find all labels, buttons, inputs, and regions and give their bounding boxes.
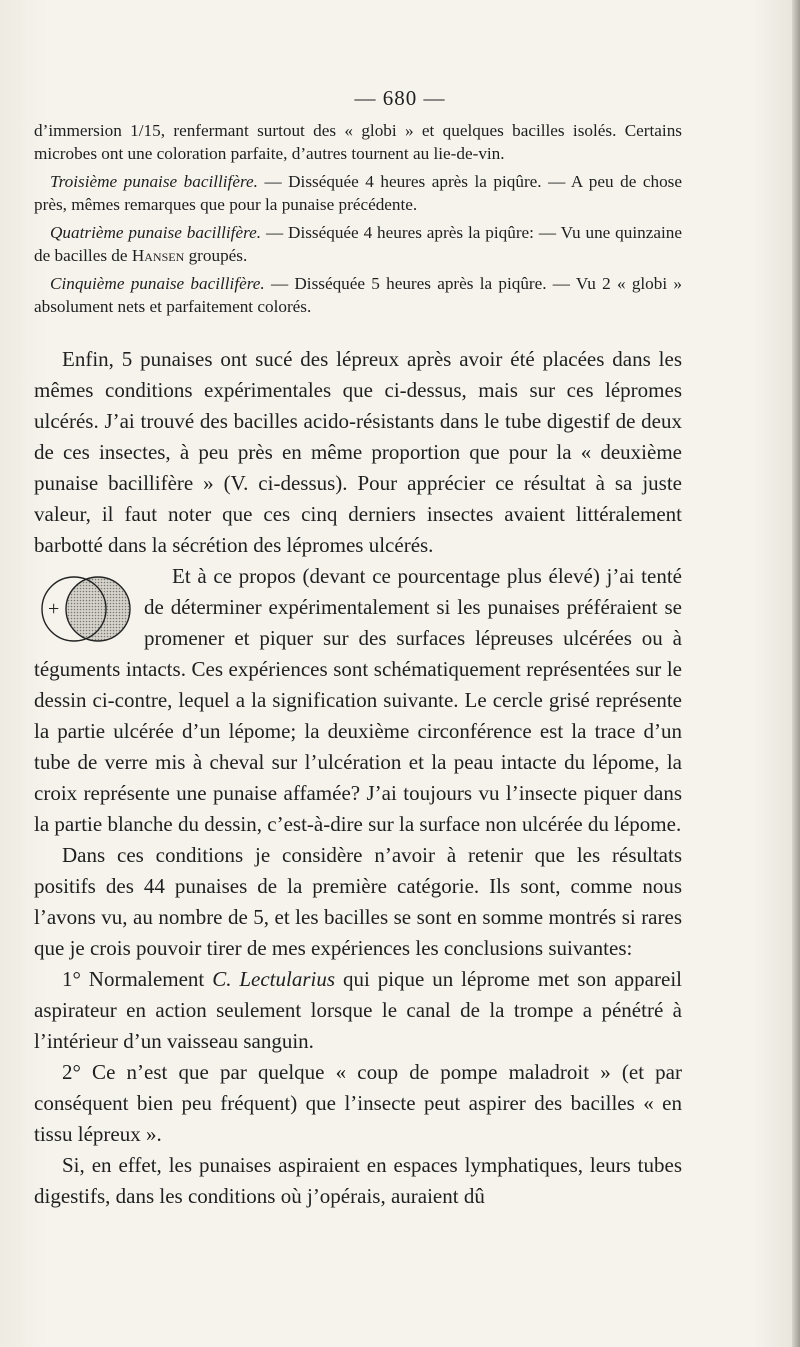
paragraph: 1° Normalement C. Lectularius qui pique un léprome met son appareil aspirateur en action seulement lorsque le canal de la trompe a pénétré à l’intérieur d’un vaisseau sanguin. [34,967,682,1053]
circle-diagram-figure [34,569,134,651]
ulcer-circle [66,577,130,641]
notes-block [34,120,682,324]
note-paragraph: Quatrième punaise bacillifère. — Disséquée 4 heures après la piqûre: — Vu une quinzaine de bacilles de Hansen groupés. [34,223,682,265]
paragraph: + Et à ce propos (devant ce pourcentage plus élevé) j’ai tenté de déterminer expérimentalement si les punaises préféraient se promener et piquer sur des surfaces lépreuses ulcérées ou à téguments intacts. Ces expériences sont schématiquement représentées sur le dessin ci-contre, lequel a la signification suivante. Le cercle grisé représente la partie ulcérée d’un lépome; la deuxième circonférence est la trace d’un tube de verre mis à cheval sur l’ulcération et la peau intacte du lépome, la croix représente une punaise affamée? J’ai toujours vu l’insecte piquer dans la partie blanche du dessin, c’est-à-dire sur la surface non ulcérée du lépome. [34,564,682,836]
note-title: Cinquième punaise bacillifère. [50,274,265,293]
author-name: Hansen [131,245,185,265]
main-text [34,344,682,1212]
note-paragraph: Troisième punaise bacillifère. — Disséquée 4 heures après la piqûre. — A peu de chose près, mêmes remarques que pour la punaise précédente. [34,172,682,214]
species-name: C. Lectularius [212,967,336,991]
page-number: — 680 — [354,86,446,110]
note-paragraph: Cinquième punaise bacillifère. — Disséquée 5 heures après la piqûre. — Vu 2 « globi » absolument nets et parfaitement colorés. [34,274,682,316]
paragraph: Dans ces conditions je considère n’avoir à retenir que les résultats positifs des 44 punaises de la première catégorie. Ils sont, comme nous l’avons vu, au nombre de 5, et les bacilles se sont en somme montrés si rares que je crois pouvoir tirer de mes expériences les conclusions suivantes: [34,843,682,960]
note-title: Quatrième punaise bacillifère. [50,223,262,242]
cross-mark: + [48,598,60,620]
paragraph: Si, en effet, les punaises aspiraient en espaces lymphatiques, leurs tubes digestifs, dans les conditions où j’opérais, auraient dû [34,1153,682,1208]
note-title: Troisième punaise bacillifère. [50,172,258,191]
paragraph: 2° Ce n’est que par quelque « coup de pompe maladroit » (et par conséquent bien peu fréquent) que l’insecte peut aspirer des bacilles « en tissu lépreux ». [34,1060,682,1146]
paragraph: Enfin, 5 punaises ont sucé des lépreux après avoir été placées dans les mêmes conditions expérimentales que ci-dessus, mais sur ces lépromes ulcérés. J’ai trouvé des bacilles acido-résistants dans le tube digestif de deux de ces insectes, à peu près en même proportion que pour la « deuxième punaise bacillifère » (V. ci-dessus). Pour apprécier ce résultat à sa juste valeur, il faut noter que ces cinq derniers insectes avaient littéralement barbotté dans la sécrétion des lépromes ulcérés. [34,347,682,557]
page-edge-shadow [792,0,800,1347]
note-paragraph: d’immersion 1/15, renfermant surtout des « globi » et quelques bacilles isolés. Certains microbes ont une coloration parfaite, d’autres tournent au lie-de-vin. [34,121,682,163]
